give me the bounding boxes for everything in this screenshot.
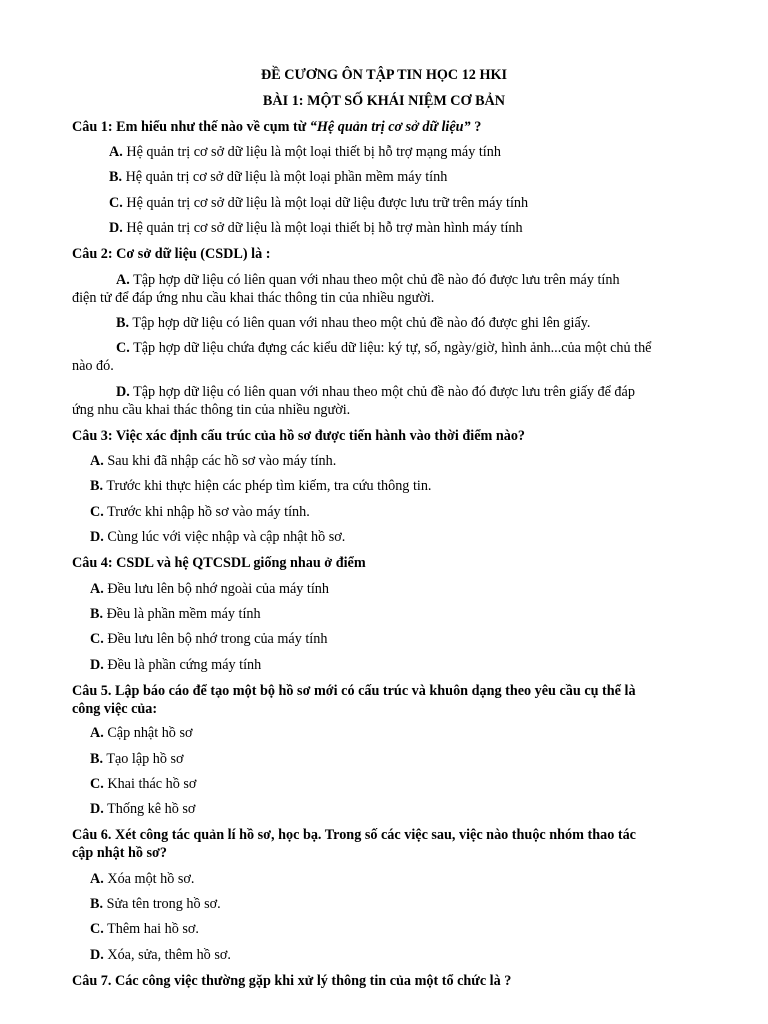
- q4-option-d: [90, 656, 261, 674]
- q2-option-d-continued: ứng nhu cầu khai thác thông tin của nhiều người.: [72, 402, 351, 418]
- question-3: [72, 427, 525, 445]
- q6-option-b: [90, 895, 221, 913]
- question-text: Xét công tác quản lí hồ sơ, học bạ. Trong số các việc sau, việc nào thuộc nhóm thao tác: [111, 827, 636, 843]
- option-text: Hệ quản trị cơ sở dữ liệu là một loại thiết bị hỗ trợ màn hình máy tính: [126, 220, 523, 236]
- question-text: Em hiểu như thế nào về cụm từ: [112, 119, 310, 135]
- question-5: [72, 682, 636, 700]
- question-label: Câu 3:: [72, 428, 113, 444]
- option-text: Khai thác hồ sơ: [107, 776, 197, 792]
- question-label: Câu 5.: [72, 683, 112, 699]
- q2-option-c: [116, 339, 651, 357]
- q4-option-a: [90, 580, 329, 598]
- q3-option-a: [90, 452, 336, 470]
- option-text: Đều lưu lên bộ nhớ trong của máy tính: [107, 631, 328, 647]
- option-text: Hệ quản trị cơ sở dữ liệu là một loại phần mềm máy tính: [125, 169, 448, 185]
- option-letter: A.: [90, 581, 104, 597]
- question-6-continued: cập nhật hồ sơ?: [72, 845, 167, 861]
- question-text: Việc xác định cấu trúc của hồ sơ được tiến hành vào thời điểm nào?: [112, 428, 526, 444]
- question-label: Câu 6.: [72, 827, 112, 843]
- option-letter: C.: [116, 340, 130, 356]
- option-text: Thêm hai hồ sơ.: [107, 921, 199, 937]
- q5-option-a: [90, 724, 192, 742]
- option-letter: C.: [90, 776, 104, 792]
- option-text: Hệ quản trị cơ sở dữ liệu là một loại thiết bị hỗ trợ mạng máy tính: [126, 144, 501, 160]
- option-text: Trước khi thực hiện các phép tìm kiếm, tra cứu thông tin.: [106, 478, 432, 494]
- q5-option-d: [90, 800, 195, 818]
- option-text: Trước khi nhập hồ sơ vào máy tính.: [107, 504, 310, 520]
- option-text: Xóa một hồ sơ.: [107, 871, 195, 887]
- option-letter: C.: [90, 504, 104, 520]
- question-label: Câu 7.: [72, 973, 112, 989]
- option-letter: D.: [109, 220, 123, 236]
- question-text: CSDL và hệ QTCSDL giống nhau ở điểm: [112, 555, 366, 571]
- option-letter: A.: [90, 725, 104, 741]
- option-letter: A.: [109, 144, 123, 160]
- option-letter: D.: [90, 947, 104, 963]
- option-text: Cùng lúc với việc nhập và cập nhật hồ sơ.: [107, 529, 346, 545]
- option-letter: D.: [90, 657, 104, 673]
- question-5-continued: công việc của:: [72, 701, 158, 717]
- q1-option-d: [109, 219, 523, 237]
- option-letter: D.: [116, 384, 130, 400]
- question-7: [72, 972, 511, 990]
- q5-option-b: [90, 750, 184, 768]
- q2-option-a-continued: điện tử để đáp ứng nhu cầu khai thác thông tin của nhiều người.: [72, 290, 435, 306]
- q2-option-d: [116, 383, 635, 401]
- option-text: Tập hợp dữ liệu có liên quan với nhau theo một chủ đề nào đó được lưu trên máy tính: [133, 272, 620, 288]
- option-text: Tập hợp dữ liệu có liên quan với nhau theo một chủ đề nào đó được ghi lên giấy.: [132, 315, 591, 331]
- option-letter: C.: [90, 631, 104, 647]
- option-letter: A.: [90, 871, 104, 887]
- option-text: Đều là phần cứng máy tính: [107, 657, 262, 673]
- option-text: Thống kê hồ sơ: [107, 801, 196, 817]
- option-letter: B.: [90, 896, 104, 912]
- option-letter: C.: [90, 921, 104, 937]
- option-letter: B.: [90, 606, 104, 622]
- q3-option-b: [90, 477, 431, 495]
- option-text: Sau khi đã nhập các hồ sơ vào máy tính.: [107, 453, 337, 469]
- option-letter: A.: [90, 453, 104, 469]
- question-label: Câu 2:: [72, 246, 113, 262]
- question-text: Lập báo cáo để tạo một bộ hồ sơ mới có cấu trúc và khuôn dạng theo yêu cầu cụ thể là: [111, 683, 636, 699]
- option-text: Đều lưu lên bộ nhớ ngoài của máy tính: [107, 581, 329, 597]
- q3-option-c: [90, 503, 310, 521]
- q6-option-d: [90, 946, 231, 964]
- q2-option-b: [116, 314, 590, 332]
- option-letter: B.: [116, 315, 130, 331]
- q6-option-c: [90, 920, 199, 938]
- question-text: Cơ sở dữ liệu (CSDL) là :: [112, 246, 271, 262]
- option-letter: B.: [90, 751, 104, 767]
- question-6: [72, 826, 636, 844]
- q3-option-d: [90, 528, 345, 546]
- option-text: Sửa tên trong hồ sơ.: [106, 896, 221, 912]
- question-text: Các công việc thường gặp khi xử lý thông tin của một tổ chức là ?: [111, 973, 512, 989]
- option-text: Cập nhật hồ sơ: [107, 725, 193, 741]
- q4-option-c: [90, 630, 327, 648]
- option-letter: B.: [109, 169, 123, 185]
- q2-option-c-continued: nào đó.: [72, 358, 114, 374]
- question-1: [72, 118, 481, 136]
- q1-option-b: [109, 168, 447, 186]
- option-letter: C.: [109, 195, 123, 211]
- question-tail: ?: [470, 119, 482, 135]
- question-quote: “Hệ quản trị cơ sở dữ liệu”: [309, 119, 471, 135]
- q1-option-a: [109, 143, 501, 161]
- option-text: Tập hợp dữ liệu có liên quan với nhau theo một chủ đề nào đó được lưu trên giấy để đáp: [133, 384, 635, 400]
- option-text: Đều là phần mềm máy tính: [106, 606, 261, 622]
- q6-option-a: [90, 870, 194, 888]
- q1-option-c: [109, 194, 528, 212]
- lesson-title: BÀI 1: MỘT SỐ KHÁI NIỆM CƠ BẢN: [262, 93, 506, 109]
- q5-option-c: [90, 775, 196, 793]
- option-text: Tập hợp dữ liệu chứa đựng các kiểu dữ liệu: ký tự, số, ngày/giờ, hình ảnh...của một chủ thể: [133, 340, 652, 356]
- option-text: Xóa, sửa, thêm hồ sơ.: [107, 947, 231, 963]
- option-letter: D.: [90, 801, 104, 817]
- question-label: Câu 4:: [72, 555, 113, 571]
- option-letter: B.: [90, 478, 104, 494]
- option-text: Tạo lập hồ sơ: [106, 751, 184, 767]
- option-text: Hệ quản trị cơ sở dữ liệu là một loại dữ liệu được lưu trữ trên máy tính: [126, 195, 529, 211]
- q4-option-b: [90, 605, 261, 623]
- question-4: [72, 554, 366, 572]
- document-title: ĐỀ CƯƠNG ÔN TẬP TIN HỌC 12 HKI: [260, 67, 508, 83]
- q2-option-a: [116, 271, 620, 289]
- question-label: Câu 1:: [72, 119, 113, 135]
- option-letter: A.: [116, 272, 130, 288]
- question-2: [72, 245, 270, 263]
- option-letter: D.: [90, 529, 104, 545]
